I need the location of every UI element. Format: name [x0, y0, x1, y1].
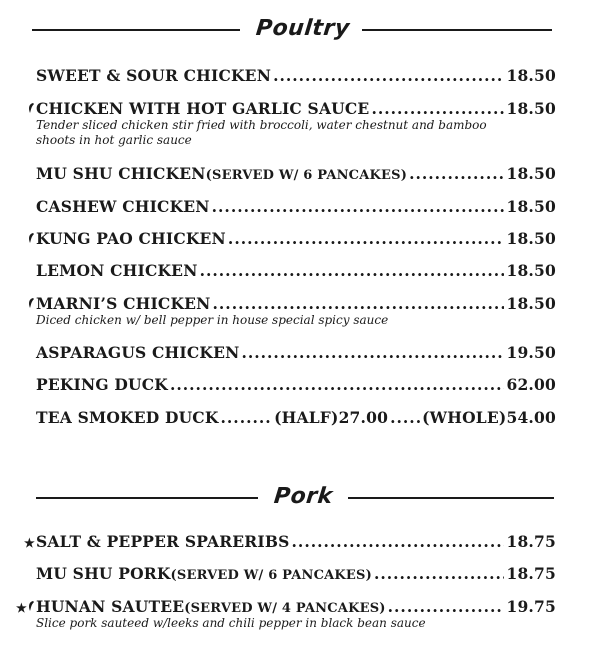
menu-item-price: 18.50 [506, 99, 556, 118]
pork-section-header [0, 484, 599, 514]
menu-item [16, 294, 556, 328]
menu-item-price: 18.50 [506, 229, 556, 248]
header-rule-left [32, 29, 240, 31]
dot-leader [221, 408, 273, 427]
menu-item-name: KUNG PAO CHICKEN [36, 229, 226, 248]
menu-item-name: CHICKEN WITH HOT GARLIC SAUCE [36, 99, 370, 118]
dot-leader [200, 261, 505, 280]
menu-item-price: 18.50 [506, 294, 556, 313]
item-markers [16, 102, 36, 117]
chili-pepper-icon [27, 103, 35, 117]
menu-item-price: 18.50 [506, 66, 556, 85]
menu-item-line [16, 343, 556, 362]
chili-pepper-icon [27, 298, 35, 312]
dot-leader [371, 99, 504, 118]
dot-leader [292, 532, 505, 551]
menu-item-name: MU SHU PORK [36, 564, 171, 583]
menu-item-name: ASPARAGUS CHICKEN [36, 343, 240, 362]
menu-item-line [16, 597, 556, 616]
menu-item-name: PEKING DUCK [36, 375, 168, 394]
menu-item-price: 19.75 [506, 597, 556, 616]
menu-item-price: 62.00 [506, 375, 556, 394]
menu-item-line [16, 261, 556, 280]
menu-item-name: CASHEW CHICKEN [36, 197, 210, 216]
item-markers [16, 536, 36, 550]
menu-item [16, 197, 556, 216]
menu-item-name: MU SHU CHICKEN [36, 164, 206, 183]
header-rule-left [36, 497, 258, 499]
menu-item-description: Slice pork sauteed w/leeks and chili pepper in black bean sauce [36, 616, 426, 630]
menu-item [16, 99, 556, 148]
star-icon: ★ [16, 601, 27, 615]
menu-item [16, 261, 556, 280]
menu-item [16, 375, 556, 394]
dot-leader [170, 375, 504, 394]
menu-item-name: SALT & PEPPER SPARERIBS [36, 532, 290, 551]
poultry-section-header [0, 16, 599, 46]
menu-item-line [16, 99, 556, 118]
dot-leader [409, 164, 504, 183]
menu-item-line [16, 229, 556, 248]
item-markers [16, 600, 36, 615]
menu-item-line [16, 375, 556, 394]
menu-item-price: 18.75 [506, 532, 556, 551]
dot-leader [212, 197, 505, 216]
menu-item-price: 54.00 [506, 408, 556, 427]
half-price: 27.00 [338, 408, 389, 427]
menu-item-name: TEA SMOKED DUCK [36, 408, 219, 427]
menu-item-description: Diced chicken w/ bell pepper in house special spicy sauce [36, 313, 389, 327]
menu-item-price: 18.75 [506, 564, 556, 583]
menu-item-price: 19.50 [506, 343, 556, 362]
menu-item-price: 18.50 [506, 164, 556, 183]
menu-item-line [16, 532, 556, 551]
dot-leader [273, 66, 504, 85]
dot-leader [390, 408, 420, 427]
item-markers [16, 297, 36, 312]
menu-item-name: SWEET & SOUR CHICKEN [36, 66, 272, 85]
dot-leader [374, 564, 505, 583]
header-rule-right [348, 497, 554, 499]
half-label: (HALF) [274, 408, 339, 427]
pork-section-title: Pork [272, 484, 335, 509]
menu-item-serving-note: (SERVED W/ 6 PANCAKES) [205, 168, 408, 183]
menu-item-description: Tender sliced chicken stir fried with broccoli, water chestnut and bamboo shoots in hot garlic sauce [36, 118, 487, 147]
menu-item-line [16, 564, 556, 583]
menu-item-line [16, 294, 556, 313]
item-markers [16, 232, 36, 247]
menu-item-price: 18.50 [506, 197, 556, 216]
dot-leader [228, 229, 505, 248]
dot-leader [388, 597, 505, 616]
poultry-section-title: Poultry [254, 16, 351, 41]
whole-label: (WHOLE) [422, 408, 507, 427]
menu-item [16, 408, 556, 427]
menu-item [16, 564, 556, 583]
menu-item-serving-note: (SERVED W/ 6 PANCAKES) [170, 568, 372, 583]
dot-leader [241, 343, 504, 362]
menu-item-name: MARNI’S CHICKEN [36, 294, 211, 313]
menu-item-line [16, 164, 556, 183]
menu-item-line [16, 197, 556, 216]
menu-item [16, 164, 556, 183]
menu-item-name: LEMON CHICKEN [36, 261, 198, 280]
dot-leader [213, 294, 505, 313]
menu-item-name: HUNAN SAUTEE [36, 597, 185, 616]
menu-item [16, 597, 556, 631]
menu-item [16, 343, 556, 362]
menu-item [16, 66, 556, 85]
menu-item-line [16, 66, 556, 85]
header-rule-right [362, 29, 552, 31]
star-icon: ★ [24, 536, 35, 550]
menu-item-serving-note: (SERVED W/ 4 PANCAKES) [184, 601, 386, 616]
chili-pepper-icon [27, 601, 35, 615]
menu-item-line [16, 408, 556, 427]
menu-item [16, 532, 556, 551]
menu-item [16, 229, 556, 248]
chili-pepper-icon [27, 233, 35, 247]
menu-item-price: 18.50 [506, 261, 556, 280]
